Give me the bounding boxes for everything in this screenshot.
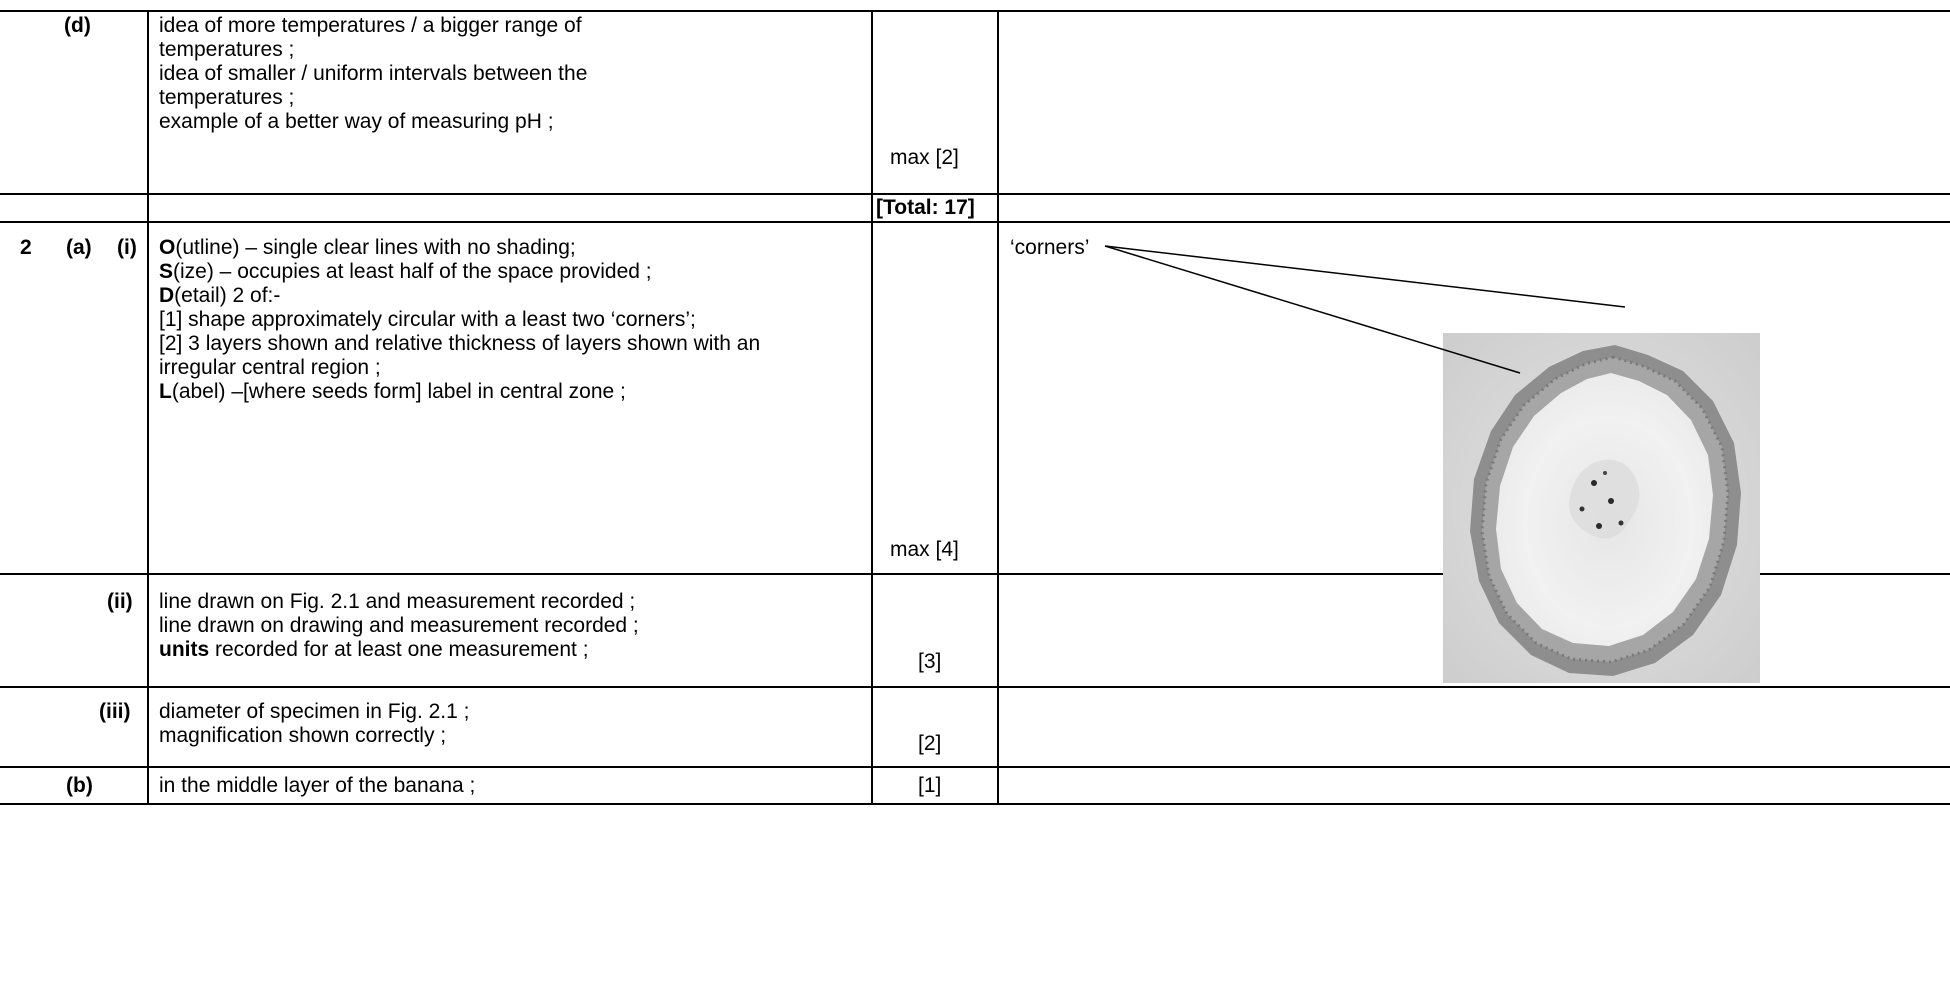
question-part-label: (a) [66, 236, 92, 259]
marks-value: max [4] [890, 538, 959, 561]
question-subpart-label: (ii) [107, 590, 133, 613]
answer-line-lead: D [159, 284, 175, 307]
answer-line [159, 614, 639, 638]
marks-value: [3] [918, 650, 942, 673]
answer-line: idea of smaller / uniform intervals between the [159, 62, 588, 85]
answer-line [159, 590, 635, 614]
answer-line-lead: units [159, 638, 210, 661]
answer-line: in the middle layer of the banana ; [159, 774, 476, 797]
answer-line-rest: recorded for at least one measurement ; [209, 638, 589, 661]
answer-line [159, 638, 589, 662]
answer-line-rest: (ize) – occupies at least half of the space provided ; [173, 260, 652, 283]
answer-line-rest: (etail) 2 of:- [174, 284, 281, 307]
marks-value: max [2] [890, 146, 959, 169]
answer-line-lead: O [159, 236, 176, 259]
answer-line: example of a better way of measuring pH ; [159, 110, 554, 133]
answer-line-rest: irregular central region ; [159, 356, 381, 379]
answer-line: diameter of specimen in Fig. 2.1 ; [159, 700, 470, 723]
total-marks: [Total: 17] [876, 196, 975, 219]
answer-line-lead: S [159, 260, 174, 283]
answer-line-lead: L [159, 380, 172, 403]
question-subpart-label: (i) [117, 236, 137, 259]
answer-line-rest: (utline) – single clear lines with no shading; [175, 236, 576, 259]
answer-line-rest: [2] 3 layers shown and relative thickness of layers shown with an [159, 332, 761, 355]
answer-line: idea of more temperatures / a bigger range of [159, 14, 582, 37]
answer-line-rest: line drawn on Fig. 2.1 and measurement recorded ; [159, 590, 636, 613]
corners-annotation: ‘corners’ [1010, 236, 1090, 259]
answer-line-rest: [1] shape approximately circular with a least two ‘corners’; [159, 308, 696, 331]
answer-line-rest: (abel) –[where seeds form] label in central zone ; [171, 380, 626, 403]
answer-line-rest: line drawn on drawing and measurement recorded ; [159, 614, 639, 637]
marks-value: [2] [918, 732, 942, 755]
question-part-label: (d) [64, 14, 91, 37]
answer-line: magnification shown correctly ; [159, 724, 447, 747]
question-subpart-label: (iii) [99, 700, 131, 723]
marks-value: [1] [918, 774, 942, 797]
question-number: 2 [20, 236, 32, 259]
answer-line: temperatures ; [159, 38, 295, 61]
question-part-label: (b) [66, 774, 93, 797]
answer-line: temperatures ; [159, 86, 295, 109]
